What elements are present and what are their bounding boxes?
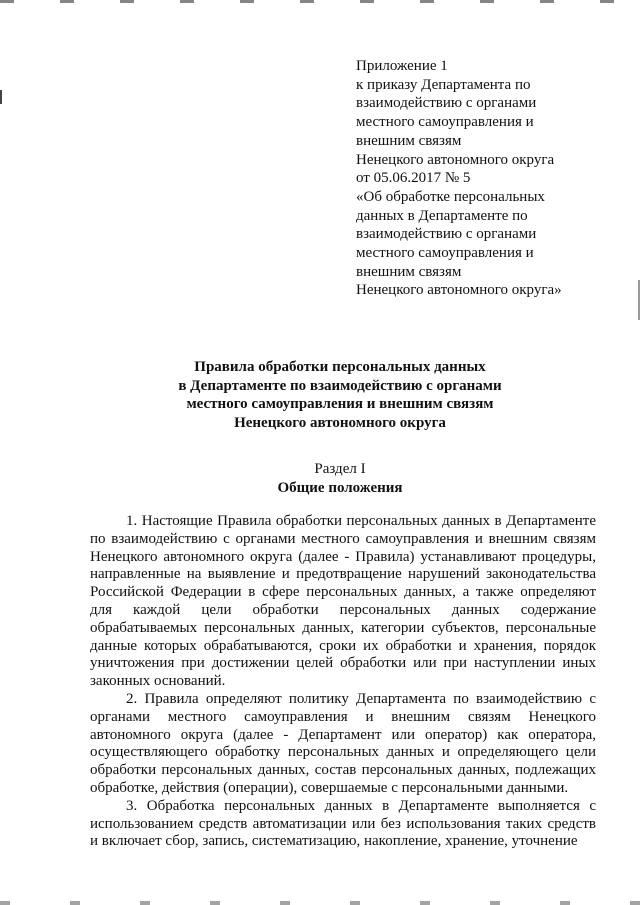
appendix-line: Приложение 1 xyxy=(356,58,448,74)
appendix-line: местного самоуправления и xyxy=(356,245,534,262)
appendix-line: от 05.06.2017 № 5 xyxy=(356,170,471,187)
appendix-line: внешним связям xyxy=(356,263,462,280)
appendix-line: местного самоуправления и xyxy=(356,114,534,131)
title-line: местного самоуправления и внешним связям xyxy=(186,396,494,412)
section-number: Раздел I xyxy=(314,461,366,477)
appendix-line: данных в Департаменте по xyxy=(356,207,528,224)
appendix-line: внешним связям xyxy=(356,132,462,149)
appendix-line: взаимодействию с органами xyxy=(356,226,537,243)
document-body xyxy=(90,513,596,851)
scan-edge-bottom xyxy=(0,901,640,905)
section-heading: Общие положения xyxy=(277,480,403,496)
scan-edge-top xyxy=(0,0,640,3)
appendix-line: «Об обработке персональных xyxy=(356,188,545,205)
title-line: в Департаменте по взаимодействию с органами xyxy=(178,377,502,394)
title-line: Ненецкого автономного округа xyxy=(234,414,446,431)
appendix-line: Ненецкого автономного округа» xyxy=(356,282,562,299)
appendix-line: к приказу Департамента по xyxy=(356,76,531,93)
title-line: Правила обработки персональных данных xyxy=(194,359,486,375)
appendix-line: взаимодействию с органами xyxy=(356,95,537,112)
document-title xyxy=(90,358,590,432)
paragraph: 3. Обработка персональных данных в Департаменте выполняется с использованием средств автоматизации или без использования таких средств и включает сбор, запись, систематизацию, накопление, хранение, уточнение xyxy=(90,797,596,850)
paragraph: 2. Правила определяют политику Департамента по взаимодействию с органами местного самоуправления и внешним связям Ненецкого автономного округа (далее - Департамент или оператор) как оператора, осуществляющего обработку персональных данных и определяющего цели обработки персональных данных, состав персональных данных, подлежащих обработке, действия (операции), совершаемые с персональными данными. xyxy=(90,690,596,796)
scan-mark-left xyxy=(0,90,2,104)
paragraph: 1. Настоящие Правила обработки персональных данных в Департаменте по взаимодействию с органами местного самоуправления и внешним связям Ненецкого автономного округа (далее - Правила) устанавливают процедуры, направленные на выявление и предотвращение нарушений законодательства Российской Федерации в сфере персональных данных, а также определяют для каждой цели обработки персональных данных содержание обрабатываемых персональных данных, категории субъектов, персональные данные которых обрабатываются, сроки их обработки и хранения, порядок уничтожения при достижении целей обработки или при наступлении иных законных оснований. xyxy=(90,513,596,690)
appendix-block xyxy=(356,57,606,300)
appendix-line: Ненецкого автономного округа xyxy=(356,151,555,168)
